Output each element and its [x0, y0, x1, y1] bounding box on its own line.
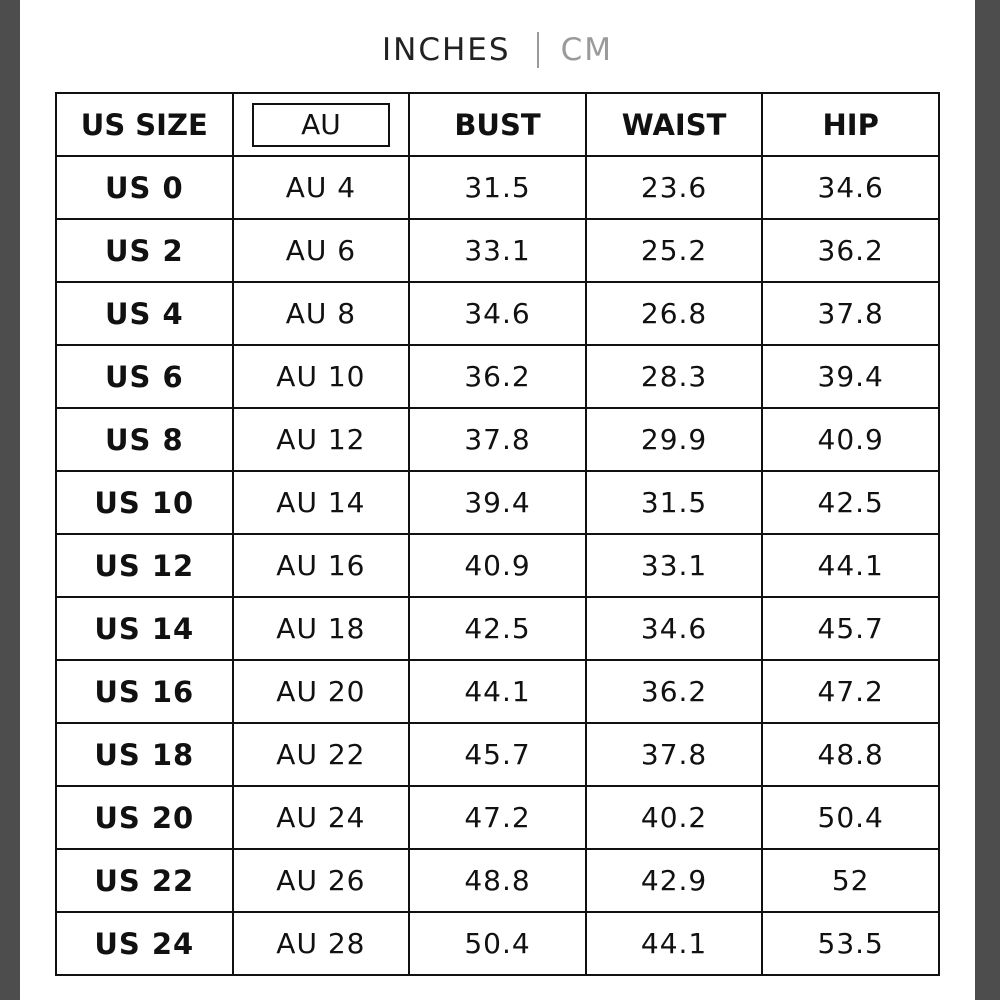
- bust-cell: 37.8: [409, 408, 586, 471]
- hip-cell: 42.5: [762, 471, 939, 534]
- hip-cell: 37.8: [762, 282, 939, 345]
- waist-cell: 44.1: [586, 912, 763, 975]
- size-table: [55, 92, 940, 976]
- table-row: [56, 660, 939, 723]
- header-au: [233, 93, 410, 156]
- waist-cell: 36.2: [586, 660, 763, 723]
- bust-cell: 34.6: [409, 282, 586, 345]
- bust-cell: 44.1: [409, 660, 586, 723]
- table-row: [56, 219, 939, 282]
- hip-cell: 34.6: [762, 156, 939, 219]
- au-size-cell: AU 20: [233, 660, 410, 723]
- unit-toggle: [20, 28, 975, 72]
- us-size-cell: US 8: [56, 408, 233, 471]
- bust-cell: 40.9: [409, 534, 586, 597]
- table-row: [56, 849, 939, 912]
- table-row: [56, 723, 939, 786]
- waist-cell: 26.8: [586, 282, 763, 345]
- inches-option[interactable]: INCHES: [382, 32, 511, 68]
- header-us-size: US SIZE: [56, 93, 233, 156]
- hip-cell: 50.4: [762, 786, 939, 849]
- au-size-cell: AU 4: [233, 156, 410, 219]
- waist-cell: 28.3: [586, 345, 763, 408]
- us-size-cell: US 14: [56, 597, 233, 660]
- au-size-cell: AU 16: [233, 534, 410, 597]
- us-size-cell: US 6: [56, 345, 233, 408]
- hip-cell: 48.8: [762, 723, 939, 786]
- us-size-cell: US 0: [56, 156, 233, 219]
- au-size-cell: AU 10: [233, 345, 410, 408]
- us-size-cell: US 10: [56, 471, 233, 534]
- hip-cell: 52: [762, 849, 939, 912]
- hip-cell: 45.7: [762, 597, 939, 660]
- bust-cell: 47.2: [409, 786, 586, 849]
- us-size-cell: US 22: [56, 849, 233, 912]
- au-size-cell: AU 28: [233, 912, 410, 975]
- table-row: [56, 156, 939, 219]
- au-size-cell: AU 26: [233, 849, 410, 912]
- table-row: [56, 408, 939, 471]
- au-size-cell: AU 18: [233, 597, 410, 660]
- table-row: [56, 282, 939, 345]
- waist-cell: 42.9: [586, 849, 763, 912]
- au-size-cell: AU 22: [233, 723, 410, 786]
- hip-cell: 53.5: [762, 912, 939, 975]
- table-row: [56, 345, 939, 408]
- header-bust: BUST: [409, 93, 586, 156]
- bust-cell: 42.5: [409, 597, 586, 660]
- au-size-selector[interactable]: AU: [252, 103, 390, 147]
- au-size-cell: AU 8: [233, 282, 410, 345]
- au-size-cell: AU 6: [233, 219, 410, 282]
- hip-cell: 44.1: [762, 534, 939, 597]
- waist-cell: 34.6: [586, 597, 763, 660]
- us-size-cell: US 20: [56, 786, 233, 849]
- table-row: [56, 597, 939, 660]
- us-size-cell: US 2: [56, 219, 233, 282]
- table-row: [56, 786, 939, 849]
- au-size-cell: AU 24: [233, 786, 410, 849]
- us-size-cell: US 12: [56, 534, 233, 597]
- cm-option[interactable]: CM: [560, 32, 613, 68]
- waist-cell: 33.1: [586, 534, 763, 597]
- waist-cell: 40.2: [586, 786, 763, 849]
- au-size-cell: AU 12: [233, 408, 410, 471]
- unit-divider: [537, 32, 539, 68]
- hip-cell: 40.9: [762, 408, 939, 471]
- bust-cell: 39.4: [409, 471, 586, 534]
- us-size-cell: US 4: [56, 282, 233, 345]
- waist-cell: 37.8: [586, 723, 763, 786]
- waist-cell: 23.6: [586, 156, 763, 219]
- table-row: [56, 534, 939, 597]
- table-row: [56, 912, 939, 975]
- waist-cell: 25.2: [586, 219, 763, 282]
- bust-cell: 45.7: [409, 723, 586, 786]
- bust-cell: 48.8: [409, 849, 586, 912]
- us-size-cell: US 16: [56, 660, 233, 723]
- table-header-row: [56, 93, 939, 156]
- bust-cell: 36.2: [409, 345, 586, 408]
- bust-cell: 50.4: [409, 912, 586, 975]
- bust-cell: 31.5: [409, 156, 586, 219]
- us-size-cell: US 24: [56, 912, 233, 975]
- hip-cell: 47.2: [762, 660, 939, 723]
- hip-cell: 39.4: [762, 345, 939, 408]
- waist-cell: 31.5: [586, 471, 763, 534]
- us-size-cell: US 18: [56, 723, 233, 786]
- au-size-cell: AU 14: [233, 471, 410, 534]
- bust-cell: 33.1: [409, 219, 586, 282]
- waist-cell: 29.9: [586, 408, 763, 471]
- header-hip: HIP: [762, 93, 939, 156]
- table-row: [56, 471, 939, 534]
- hip-cell: 36.2: [762, 219, 939, 282]
- header-waist: WAIST: [586, 93, 763, 156]
